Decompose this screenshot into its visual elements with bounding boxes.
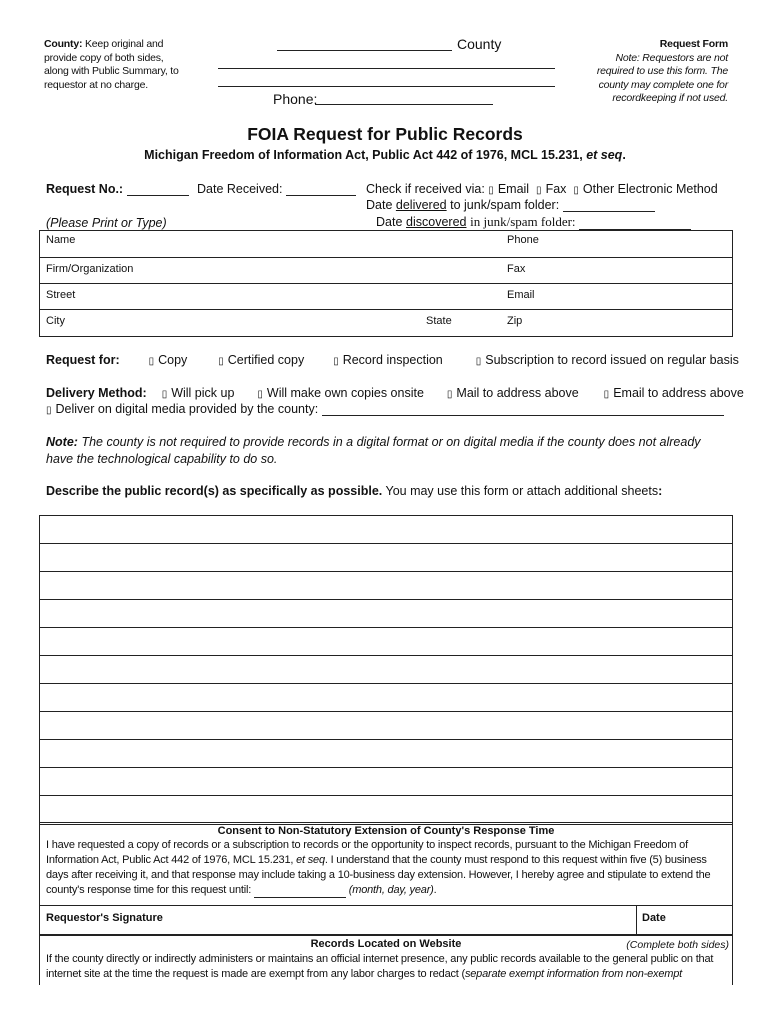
via-fax-checkbox[interactable] bbox=[533, 182, 567, 196]
digital-media-row bbox=[46, 402, 724, 416]
checkbox-icon: ▯ bbox=[488, 185, 494, 196]
date-received-field[interactable] bbox=[286, 183, 356, 196]
date-discovered-suffix: in junk/spam folder: bbox=[470, 214, 576, 229]
consent-body-italic: et seq bbox=[296, 854, 325, 866]
header-instructions bbox=[44, 38, 184, 92]
signature-row bbox=[40, 905, 732, 936]
note-label: Note: bbox=[46, 435, 78, 449]
county-instructions-text: Keep original and provide copy of both sides, along with Public Summary, to requestor at no charge. bbox=[44, 38, 179, 91]
date-discovered-prefix: Date bbox=[376, 215, 403, 229]
delivery-onsite-checkbox[interactable] bbox=[257, 386, 424, 400]
subscription-label: Subscription to record issued on regular basis bbox=[485, 353, 739, 367]
request-for-row bbox=[46, 353, 739, 367]
date-discovered-word: discovered bbox=[406, 215, 467, 229]
digital-media-field[interactable] bbox=[322, 403, 724, 416]
signature-label: Requestor's Signature bbox=[46, 912, 163, 924]
page-title: FOIA Request for Public Records bbox=[247, 124, 523, 144]
via-other-checkbox[interactable] bbox=[570, 182, 718, 196]
website-note: (Complete both sides) bbox=[626, 939, 729, 951]
street-label: Street bbox=[46, 289, 76, 301]
request-subscription-checkbox[interactable] bbox=[476, 353, 739, 367]
delivery-method-label: Delivery Method: bbox=[46, 386, 147, 400]
request-copy-checkbox[interactable] bbox=[149, 353, 188, 367]
consent-body-end: . bbox=[433, 884, 437, 896]
checkbox-icon: ▯ bbox=[573, 185, 579, 196]
page-subtitle bbox=[0, 148, 770, 162]
contact-info-box bbox=[39, 230, 733, 337]
mail-label: Mail to address above bbox=[456, 386, 579, 400]
date-received-block bbox=[197, 182, 356, 196]
pickup-label: Will pick up bbox=[171, 386, 235, 400]
county-header-block bbox=[215, 34, 560, 114]
signature-date-field[interactable] bbox=[672, 908, 726, 934]
checkbox-icon: ▯ bbox=[475, 356, 482, 367]
website-title: Records Located on Website bbox=[310, 938, 462, 950]
subtitle-italic: et seq bbox=[586, 148, 623, 162]
county-label: County bbox=[457, 36, 502, 52]
signature-date-label: Date bbox=[642, 912, 666, 924]
website-records-box bbox=[39, 934, 733, 985]
consent-box bbox=[39, 822, 733, 936]
checkbox-icon: ▯ bbox=[161, 389, 168, 400]
request-no-field[interactable] bbox=[127, 183, 189, 196]
state-label: State bbox=[426, 315, 452, 327]
checkbox-icon: ▯ bbox=[603, 389, 610, 400]
checkbox-icon: ▯ bbox=[46, 405, 52, 416]
digital-media-label: Deliver on digital media provided by the county: bbox=[55, 402, 319, 416]
firm-label: Firm/Organization bbox=[46, 263, 134, 275]
county-name-line[interactable] bbox=[277, 50, 452, 51]
county-bold-label: County: bbox=[44, 38, 83, 50]
phone-label: Phone: bbox=[273, 91, 318, 107]
delivery-method-row bbox=[46, 386, 744, 400]
via-other-label: Other Electronic Method bbox=[582, 182, 718, 196]
delivery-email-checkbox[interactable] bbox=[604, 386, 744, 400]
email-label: Email bbox=[507, 289, 535, 301]
zip-label: Zip bbox=[507, 315, 523, 327]
consent-body-2: . I understand that the county must respond to this request within five (5) business days after receiving it, and that response may include taking a 10-business day extension. However, I hereby agree and stipulate to extend the county's response time for this request until: bbox=[46, 854, 711, 896]
via-email-label: Email bbox=[497, 182, 530, 196]
checkbox-icon: ▯ bbox=[536, 185, 542, 196]
delivery-digital-checkbox[interactable] bbox=[46, 402, 318, 416]
note-text: The county is not required to provide records in a digital format or on digital media if the county does not already have the technological capability to do so. bbox=[46, 435, 701, 466]
via-fax-label: Fax bbox=[545, 182, 567, 196]
date-delivered-suffix: to junk/spam folder: bbox=[450, 198, 560, 212]
date-delivered-prefix: Date bbox=[366, 198, 393, 212]
address-line-1[interactable] bbox=[218, 68, 555, 69]
subtitle-text: Michigan Freedom of Information Act, Public Act 442 of 1976, MCL 15.231, bbox=[144, 148, 583, 162]
received-via-label: Check if received via: bbox=[366, 182, 485, 196]
onsite-label: Will make own copies onsite bbox=[266, 386, 424, 400]
date-delivered-word: delivered bbox=[395, 198, 447, 212]
request-no-label: Request No.: bbox=[46, 182, 124, 196]
checkbox-icon: ▯ bbox=[333, 356, 339, 367]
copy-label: Copy bbox=[158, 353, 188, 367]
via-email-checkbox[interactable] bbox=[488, 182, 529, 196]
consent-title: Consent to Non-Statutory Extension of County's Response Time bbox=[217, 825, 555, 837]
checkbox-icon: ▯ bbox=[257, 389, 263, 400]
website-body bbox=[46, 952, 724, 982]
consent-date-hint: (month, day, year) bbox=[348, 884, 434, 896]
checkbox-icon: ▯ bbox=[218, 356, 224, 367]
describe-colon: : bbox=[658, 484, 663, 498]
date-received-label: Date Received: bbox=[197, 182, 283, 196]
phone-line[interactable] bbox=[315, 104, 493, 105]
date-discovered-field[interactable] bbox=[579, 217, 691, 230]
checkbox-icon: ▯ bbox=[148, 356, 155, 367]
print-note bbox=[46, 216, 167, 230]
request-number-block bbox=[46, 182, 189, 196]
describe-instruction bbox=[46, 484, 662, 498]
city-label: City bbox=[46, 315, 65, 327]
date-delivered-field[interactable] bbox=[563, 199, 655, 212]
name-label: Name bbox=[46, 234, 76, 246]
date-discovered-block bbox=[376, 214, 691, 230]
note-paragraph bbox=[46, 434, 726, 468]
consent-body-1: I have requested a copy of records or a subscription to records or the opportunity to inspect records, pursuant to the Michigan Freedom of Information Act, Public Act 442 of 1976, MCL 15.231, bbox=[46, 839, 688, 866]
date-delivered-block bbox=[366, 198, 655, 212]
request-form-note bbox=[588, 38, 728, 106]
checkbox-icon: ▯ bbox=[446, 389, 453, 400]
extension-date-field[interactable] bbox=[254, 886, 346, 898]
signature-field[interactable] bbox=[190, 908, 630, 934]
print-note-text: (Please Print or Type) bbox=[46, 216, 167, 230]
website-body-italic: separate exempt information from non-exempt bbox=[464, 968, 682, 980]
request-inspection-checkbox[interactable] bbox=[333, 353, 443, 367]
website-body-text: If the county directly or indirectly administers or maintains an official internet presence, any public records available to the general public on that internet site at the time the request is made are exempt from any labor charges to redact ( bbox=[46, 953, 714, 980]
phone-field-label: Phone bbox=[507, 234, 539, 246]
delivery-pickup-checkbox[interactable] bbox=[162, 386, 235, 400]
certified-label: Certified copy bbox=[227, 353, 305, 367]
request-for-label: Request for: bbox=[46, 353, 120, 367]
consent-body bbox=[46, 838, 724, 898]
received-via-block bbox=[366, 182, 718, 196]
inspection-label: Record inspection bbox=[342, 353, 443, 367]
email-delivery-label: Email to address above bbox=[613, 386, 744, 400]
address-line-2[interactable] bbox=[218, 86, 555, 87]
fax-label: Fax bbox=[507, 263, 526, 275]
subtitle-end: . bbox=[622, 148, 626, 162]
request-form-note-text: Note: Requestors are not required to use this form. The county may complete one for recordkeeping if not used. bbox=[596, 51, 728, 104]
delivery-mail-checkbox[interactable] bbox=[447, 386, 579, 400]
request-certified-checkbox[interactable] bbox=[218, 353, 304, 367]
request-form-title: Request Form bbox=[659, 38, 728, 50]
records-description-box[interactable] bbox=[39, 515, 733, 825]
describe-bold: Describe the public record(s) as specifically as possible. bbox=[46, 484, 383, 498]
describe-text: You may use this form or attach additional sheets bbox=[385, 484, 659, 498]
